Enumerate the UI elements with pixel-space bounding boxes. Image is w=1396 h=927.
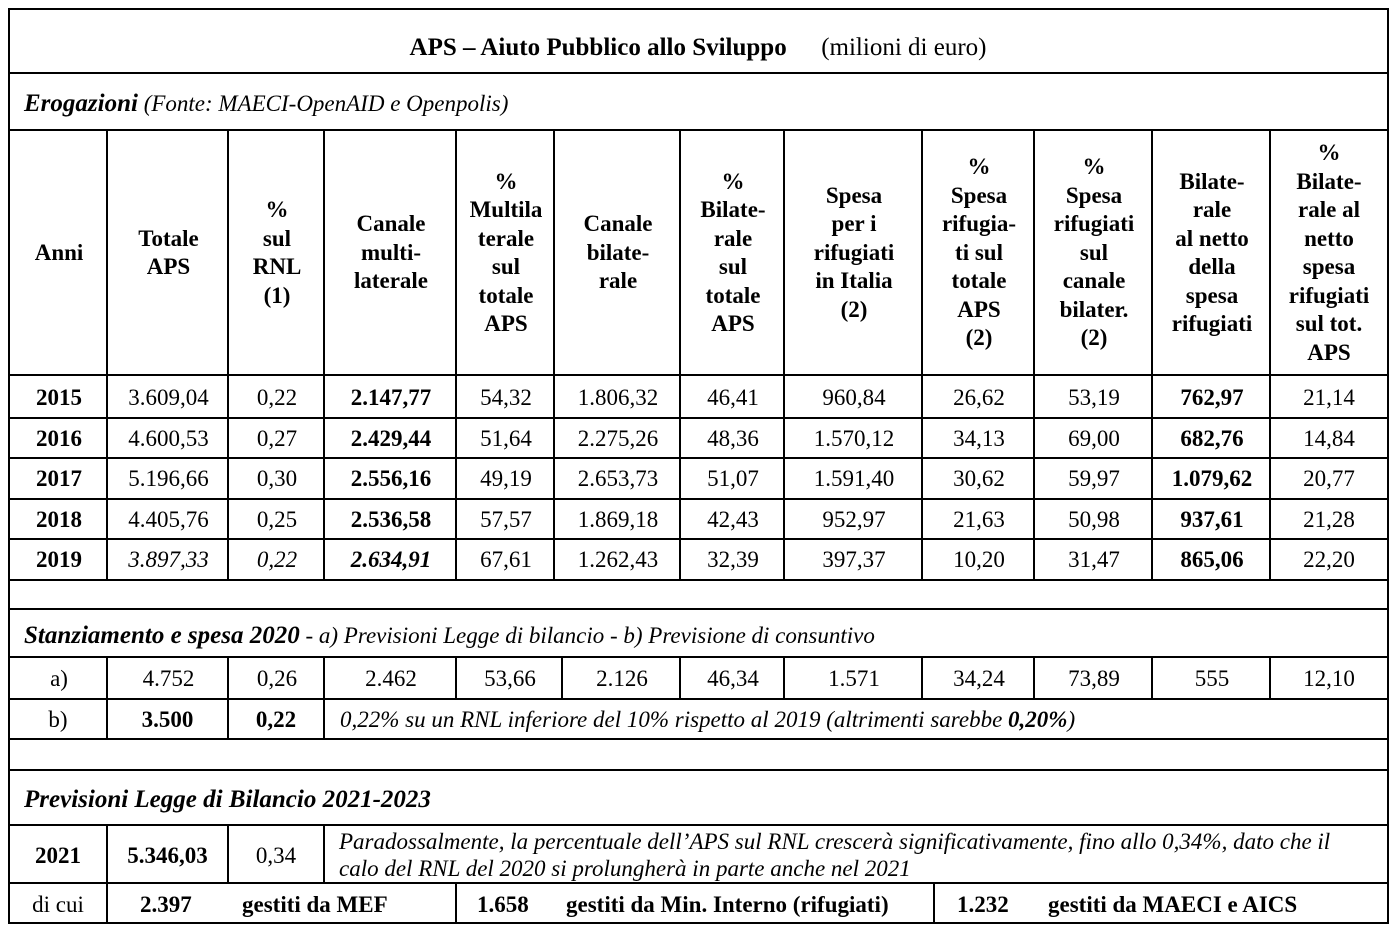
header-line: spesa [1185, 282, 1239, 308]
row-b-note-bold: 0,20% [1008, 707, 1068, 732]
header-line: in Italia [815, 268, 893, 294]
header-line: Spesa [825, 182, 883, 208]
cell-bilaterale-netto: 937,61 [1180, 506, 1244, 532]
cell-canale-bilaterale: 1.869,18 [577, 506, 659, 532]
dicui-label: di cui [32, 891, 84, 917]
row-2021-pct: 0,34 [255, 842, 297, 868]
header-line: APS [711, 311, 755, 336]
cell-canale-bilaterale: 1.262,43 [577, 547, 659, 572]
header-line: % [265, 197, 289, 222]
header-line: APS [957, 296, 1001, 322]
header-line: APS [146, 254, 191, 279]
row-b-note-end: ) [1067, 707, 1076, 732]
header-line: sul [1079, 239, 1109, 265]
cell-pct-bilaterale-netto: 14,84 [1303, 425, 1355, 451]
header-line: sul [491, 254, 521, 279]
header-line: rifugiati [1288, 282, 1370, 308]
cell-pct-bilaterale: 46,41 [707, 384, 759, 410]
cell-canale-multilaterale: 2.429,44 [350, 425, 432, 451]
header-line: sul tot. [1295, 311, 1363, 336]
cell-pct-spesa-rifugiati-aps: 26,62 [953, 384, 1005, 410]
header-totale-aps [109, 131, 228, 375]
header-line: Spesa [1065, 182, 1123, 208]
row-a-pct-bilaterale: 46,34 [707, 665, 759, 691]
title-unit: (milioni di euro) [821, 34, 987, 61]
cell-pct-bilaterale-netto: 20,77 [1303, 466, 1355, 491]
header-pct-spesa-rifugiati-bilater [1036, 131, 1152, 375]
header-line: bilater. [1059, 296, 1129, 322]
cell-totale-aps: 3.897,33 [128, 547, 209, 572]
cell-pct-bilaterale-netto: 21,14 [1303, 384, 1355, 410]
header-line: totale [478, 282, 534, 308]
header-line: APS [484, 311, 528, 336]
header-line: Canale [583, 211, 653, 237]
cell-totale-aps: 4.600,53 [128, 425, 209, 451]
cell-pct-spesa-rifugiati-bilater: 59,97 [1068, 466, 1120, 491]
row-a-canale-multilaterale: 2.462 [365, 665, 417, 691]
cell-totale-aps: 3.609,04 [128, 384, 209, 410]
cell-pct-spesa-rifugiati-aps: 34,13 [953, 425, 1005, 451]
header-canale-multilaterale [326, 131, 456, 375]
header-line: bilate- [586, 239, 650, 265]
cell-canale-multilaterale: 2.536,58 [350, 506, 432, 532]
row-b-label: b) [48, 706, 68, 732]
header-line: ti sul [955, 239, 1003, 265]
header-line: rale [1192, 197, 1232, 222]
page-title [0, 34, 1396, 62]
row-a-pct-spesa-rifugiati-aps: 34,24 [953, 665, 1005, 691]
header-line: netto [1304, 225, 1354, 251]
dicui-t2: gestiti da Min. Interno (rifugiati) [566, 892, 889, 917]
header-line: (2) [1080, 325, 1108, 351]
row-a-pct-multilaterale: 53,66 [484, 665, 536, 691]
header-line: Spesa [950, 182, 1008, 208]
header-line: % [494, 168, 518, 194]
row-a-anni: a) [50, 665, 68, 691]
dicui-t3: gestiti da MAECI e AICS [1048, 892, 1298, 917]
cell-pct-multilaterale: 49,19 [480, 466, 532, 491]
header-line: terale [477, 225, 535, 251]
cell-pct-spesa-rifugiati-aps: 10,20 [953, 547, 1005, 572]
row-b-note-text: 0,22% su un RNL inferiore del 10% rispetto al 2019 (altrimenti sarebbe [340, 707, 1009, 732]
header-line: multi- [360, 239, 422, 265]
cell-pct-rnl: 0,30 [256, 466, 298, 491]
section-heading-stanziamento [24, 623, 875, 648]
cell-canale-multilaterale: 2.634,91 [350, 547, 432, 572]
cell-pct-spesa-rifugiati-bilater: 69,00 [1068, 425, 1120, 451]
header-line: Bilate- [700, 197, 766, 222]
header-line: Bilate- [1179, 168, 1245, 194]
row-b-total: 3.500 [141, 706, 194, 732]
row-2021-total: 5.346,03 [127, 842, 208, 868]
cell-spesa-rifugiati: 1.591,40 [813, 466, 895, 491]
header-line: sul [718, 254, 748, 279]
cell-pct-bilaterale-netto: 21,28 [1303, 506, 1355, 532]
header-anni [11, 131, 107, 375]
cell-canale-multilaterale: 2.556,16 [350, 466, 432, 491]
erogazioni-label: Erogazioni [24, 90, 138, 117]
previsioni-label: Previsioni Legge di Bilancio 2021-2023 [24, 786, 431, 813]
header-spesa-rifugiati [786, 131, 922, 375]
header-line: Anni [34, 239, 84, 265]
header-line: (2) [840, 296, 868, 322]
header-line: rale [598, 268, 638, 294]
cell-pct-rnl: 0,25 [256, 506, 298, 532]
header-pct-bilaterale [682, 131, 784, 375]
cell-canale-bilaterale: 2.275,26 [577, 425, 659, 451]
section-heading-erogazioni [24, 91, 508, 116]
header-line: totale [705, 282, 761, 308]
header-pct-rnl [230, 131, 324, 375]
header-line: rale al [1298, 197, 1360, 222]
header-line: spesa [1302, 254, 1356, 279]
cell-pct-spesa-rifugiati-aps: 21,63 [953, 506, 1005, 532]
header-canale-bilaterale [556, 131, 680, 375]
header-pct-bilaterale-netto [1272, 131, 1386, 375]
cell-pct-spesa-rifugiati-aps: 30,62 [953, 466, 1005, 491]
header-line: % [1317, 140, 1341, 165]
header-line: Bilate- [1296, 168, 1362, 194]
header-line: Multila [469, 197, 543, 222]
cell-pct-bilaterale: 42,43 [707, 506, 759, 532]
row-a-bilaterale-netto: 555 [1194, 665, 1230, 691]
section-heading-previsioni [24, 787, 431, 812]
stanziamento-subtitle: - a) Previsioni Legge di bilancio - b) Previsione di consuntivo [299, 623, 875, 648]
row-a-spesa-rifugiati: 1.571 [828, 665, 880, 691]
cell-pct-spesa-rifugiati-bilater: 31,47 [1068, 547, 1120, 572]
cell-bilaterale-netto: 762,97 [1180, 384, 1244, 410]
cell-anni: 2018 [36, 506, 82, 532]
row-a-pct-rnl: 0,26 [256, 665, 298, 691]
row-a-pct-bilaterale-netto: 12,10 [1303, 665, 1355, 691]
cell-pct-rnl: 0,27 [256, 425, 298, 451]
header-line: RNL [252, 254, 302, 279]
row-a-totale-aps: 4.752 [142, 665, 195, 691]
erogazioni-source: (Fonte: MAECI-OpenAID e Openpolis) [143, 91, 509, 116]
cell-pct-spesa-rifugiati-bilater: 53,19 [1068, 384, 1120, 410]
row-b-pct: 0,22 [255, 706, 297, 732]
header-line: canale [1062, 268, 1126, 294]
cell-canale-bilaterale: 1.806,32 [577, 384, 659, 410]
cell-pct-bilaterale-netto: 22,20 [1303, 547, 1355, 572]
cell-anni: 2017 [36, 466, 82, 491]
header-pct-multilaterale [458, 131, 554, 375]
header-pct-spesa-rifugiati-aps [924, 131, 1034, 375]
header-line: rifugiati [1171, 311, 1253, 336]
cell-totale-aps: 4.405,76 [128, 506, 209, 532]
header-line: per i [831, 211, 877, 237]
header-bilaterale-netto [1154, 131, 1270, 375]
dicui-v3: 1.232 [957, 892, 1009, 917]
row-b-note [340, 708, 1075, 731]
header-line: (1) [263, 282, 291, 308]
row-a-canale-bilaterale: 2.126 [596, 665, 648, 691]
cell-pct-rnl: 0,22 [256, 547, 298, 572]
cell-canale-bilaterale: 2.653,73 [577, 466, 659, 491]
cell-pct-multilaterale: 54,32 [480, 384, 532, 410]
header-line: % [1082, 154, 1106, 180]
header-line: al netto [1175, 225, 1249, 251]
title-main: APS – Aiuto Pubblico allo Sviluppo [409, 34, 787, 61]
cell-anni: 2015 [36, 384, 82, 410]
stanziamento-label: Stanziamento e spesa 2020 [24, 622, 300, 649]
header-line: sul [262, 225, 292, 251]
dicui-t1: gestiti da MEF [242, 892, 388, 917]
cell-spesa-rifugiati: 960,84 [822, 384, 886, 410]
cell-bilaterale-netto: 682,76 [1180, 425, 1244, 451]
cell-spesa-rifugiati: 397,37 [822, 547, 886, 572]
header-line: rifugiati [1053, 211, 1135, 237]
header-line: rale [713, 225, 753, 251]
row-2021-note: Paradossalmente, la percentuale dell’APS sul RNL crescerà significativamente, fino allo 0,34%, dato che il calo del RNL del 2020 si prolungherà in parte anche nel 2021 [339, 829, 1331, 881]
header-line: Canale [356, 211, 426, 237]
cell-bilaterale-netto: 1.079,62 [1171, 466, 1253, 491]
dicui-v1: 2.397 [140, 892, 192, 917]
cell-pct-bilaterale: 51,07 [707, 466, 759, 491]
cell-anni: 2019 [36, 547, 82, 572]
header-line: laterale [353, 268, 429, 294]
row-a-pct-spesa-rifugiati-bilater: 73,89 [1068, 665, 1120, 691]
cell-pct-multilaterale: 51,64 [480, 425, 532, 451]
cell-pct-bilaterale: 32,39 [707, 547, 759, 572]
header-line: % [721, 168, 745, 194]
header-line: rifugia- [941, 211, 1017, 237]
header-line: (2) [965, 325, 993, 351]
cell-totale-aps: 5.196,66 [128, 466, 209, 491]
header-line: % [967, 154, 991, 180]
cell-pct-multilaterale: 57,57 [480, 506, 532, 532]
cell-spesa-rifugiati: 1.570,12 [813, 425, 895, 451]
cell-pct-spesa-rifugiati-bilater: 50,98 [1068, 506, 1120, 532]
cell-anni: 2016 [36, 425, 82, 451]
header-line: APS [1307, 339, 1351, 365]
cell-pct-bilaterale: 48,36 [707, 425, 759, 451]
cell-pct-rnl: 0,22 [256, 384, 298, 410]
header-line: rifugiati [813, 239, 895, 265]
cell-pct-multilaterale: 67,61 [480, 547, 532, 572]
header-line: della [1188, 254, 1236, 279]
row-2021-year: 2021 [35, 842, 81, 868]
dicui-v2: 1.658 [477, 892, 529, 917]
header-line: totale [951, 268, 1007, 294]
cell-bilaterale-netto: 865,06 [1180, 547, 1244, 572]
cell-spesa-rifugiati: 952,97 [822, 506, 886, 532]
header-line: Totale [138, 225, 199, 251]
cell-canale-multilaterale: 2.147,77 [350, 384, 432, 410]
